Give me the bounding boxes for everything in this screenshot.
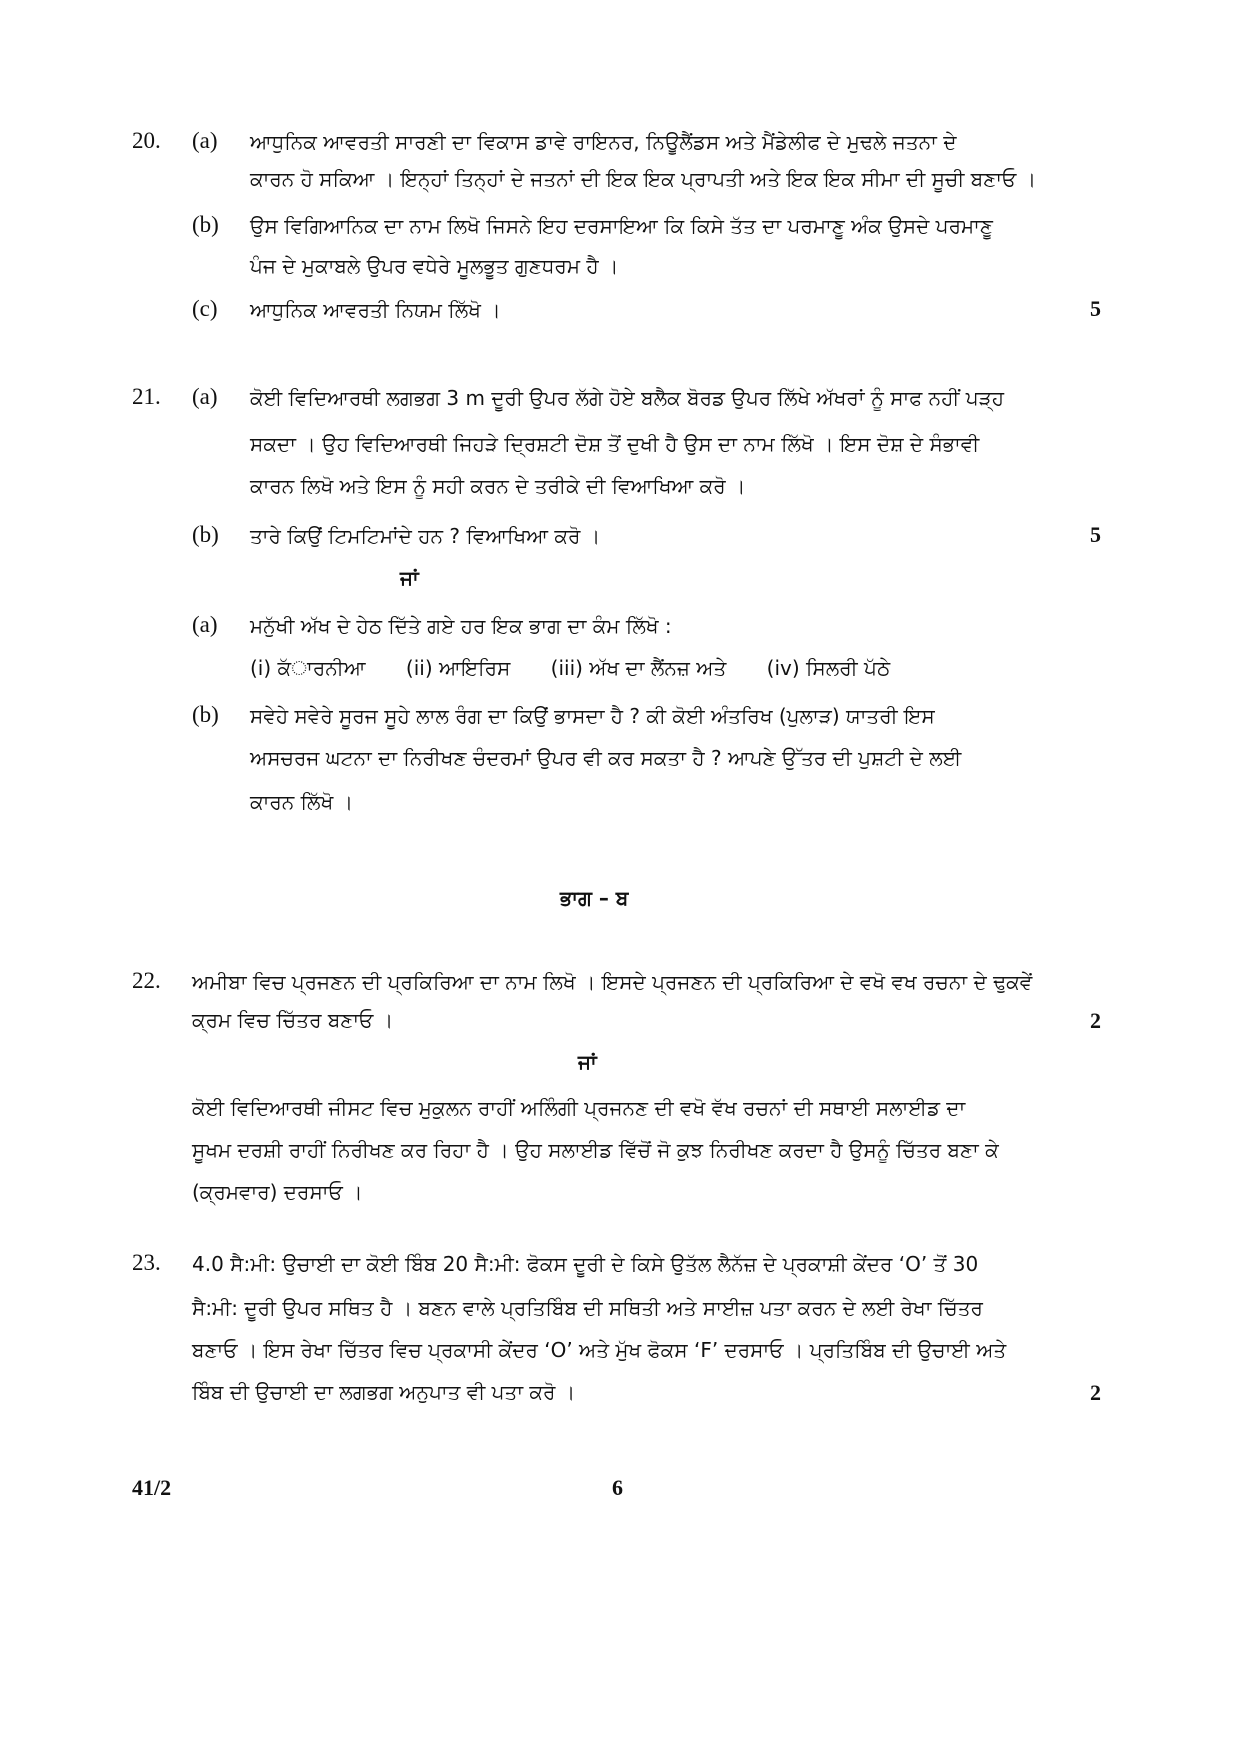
q21-alt-a-label: (a) bbox=[192, 612, 218, 637]
q22-marks: 2 bbox=[1090, 1008, 1101, 1033]
q21-a-line3: ਕਾਰਨ ਲਿਖੋ ਅਤੇ ਇਸ ਨੂੰ ਸਹੀ ਕਰਨ ਦੇ ਤਰੀਕੇ ਦੀ ਵਿਆਖਿਆ ਕਰੋ । bbox=[250, 474, 746, 498]
q20-b-line1: ਉਸ ਵਿਗਿਆਨਿਕ ਦਾ ਨਾਮ ਲਿਖੋ ਜਿਸਨੇ ਇਹ ਦਰਸਾਇਆ ਕਿ ਕਿਸੇ ਤੱਤ ਦਾ ਪਰਮਾਣੂ ਅੰਕ ਉਸਦੇ ਪਰਮਾਣੂ bbox=[250, 214, 993, 238]
q21-marks: 5 bbox=[1090, 522, 1101, 547]
q21-eye-parts-list bbox=[250, 656, 924, 680]
q20-c-label: (c) bbox=[192, 296, 218, 321]
q21-alt-b-line3: ਕਾਰਨ ਲਿੱਖੋ । bbox=[250, 790, 354, 814]
q22-alt-line1: ਕੋਈ ਵਿਦਿਆਰਥੀ ਜੀਸਟ ਵਿਚ ਮੁਕੁਲਨ ਰਾਹੀਂ ਅਲਿੰਗੀ ਪ੍ਰਜਨਣ ਦੀ ਵਖੋ ਵੱਖ ਰਚਨਾਂ ਦੀ ਸਥਾਈ ਸਲਾਈਡ ਦਾ bbox=[192, 1096, 966, 1120]
q22-alt-line2: ਸੂਖਮ ਦਰਸ਼ੀ ਰਾਹੀਂ ਨਿਰੀਖਣ ਕਰ ਰਿਹਾ ਹੈ । ਉਹ ਸਲਾਈਡ ਵਿੱਚੋਂ ਜੋ ਕੁਝ ਨਿਰੀਖਣ ਕਰਦਾ ਹੈ ਉਸਨੂੰ ਚਿੱਤਰ ਬਣਾ ਕੇ bbox=[192, 1138, 999, 1162]
section-title: ਭਾਗ – ਬ bbox=[560, 886, 629, 910]
q23-marks: 2 bbox=[1090, 1380, 1101, 1405]
option-cornea: (i) ਕੱਾਰਨੀਆ bbox=[250, 656, 366, 680]
q23-line4: ਬਿੰਬ ਦੀ ਉਚਾਈ ਦਾ ਲਗਭਗ ਅਨੁਪਾਤ ਵੀ ਪਤਾ ਕਰੋ । bbox=[192, 1380, 576, 1404]
option-iris: (ii) ਆਇਰਿਸ bbox=[405, 656, 511, 680]
q21-b-line1: ਤਾਰੇ ਕਿਉਂ ਟਿਮਟਿਮਾਂਦੇ ਹਨ ? ਵਿਆਖਿਆ ਕਰੋ । bbox=[250, 524, 601, 548]
q21-or-label: ਜਾਂ bbox=[400, 566, 419, 590]
q23-line1: 4.0 ਸੈ:ਮੀ: ਉਚਾਈ ਦਾ ਕੋਈ ਬਿੰਬ 20 ਸੈ:ਮੀ: ਫੋਕਸ ਦੂਰੀ ਦੇ ਕਿਸੇ ਉਤੱਲ ਲੈਨੱਜ਼ ਦੇ ਪ੍ਰਕਾਸ਼ੀ ਕੇਂਦਰ ‘O’ ਤੋਂ 30 bbox=[192, 1252, 979, 1276]
option-ciliary-muscles: (iv) ਸਿਲਰੀ ਪੱਠੇ bbox=[766, 656, 891, 680]
q21-alt-b-line1: ਸਵੇਹੇ ਸਵੇਰੇ ਸੂਰਜ ਸੂਹੇ ਲਾਲ ਰੰਗ ਦਾ ਕਿਉਂ ਭਾਸਦਾ ਹੈ ? ਕੀ ਕੋਈ ਅੰਤਰਿਖ (ਪੁਲਾੜ) ਯਾਤਰੀ ਇਸ bbox=[250, 704, 935, 728]
paper-code: 41/2 bbox=[132, 1475, 172, 1500]
q20-marks: 5 bbox=[1090, 296, 1101, 321]
q20-a-line2: ਕਾਰਨ ਹੋ ਸਕਿਆ । ਇਨ੍ਹਾਂ ਤਿਨ੍ਹਾਂ ਦੇ ਜਤਨਾਂ ਦੀ ਇਕ ਇਕ ਪ੍ਰਾਪਤੀ ਅਤੇ ਇਕ ਇਕ ਸੀਮਾ ਦੀ ਸੂਚੀ ਬਣਾਓ । bbox=[250, 167, 1037, 191]
q20-c-line1: ਆਧੁਨਿਕ ਆਵਰਤੀ ਨਿਯਮ ਲਿੱਖੋ । bbox=[250, 298, 501, 322]
q20-a-label: (a) bbox=[192, 128, 218, 153]
q21-b-label: (b) bbox=[192, 522, 219, 547]
q21-a-label: (a) bbox=[192, 384, 218, 409]
q20-number: 20. bbox=[132, 128, 161, 153]
q23-number: 23. bbox=[132, 1250, 161, 1275]
q23-line2: ਸੈ:ਮੀ: ਦੂਰੀ ਉਪਰ ਸਥਿਤ ਹੈ । ਬਣਨ ਵਾਲੇ ਪ੍ਰਤਿਬਿੰਬ ਦੀ ਸਥਿਤੀ ਅਤੇ ਸਾਈਜ਼ ਪਤਾ ਕਰਨ ਦੇ ਲਈ ਰੇਖਾ ਚਿੱਤਰ bbox=[192, 1296, 983, 1320]
q22-line2: ਕ੍ਰਮ ਵਿਚ ਚਿੱਤਰ ਬਣਾਓ । bbox=[192, 1008, 394, 1032]
q21-alt-a-line1: ਮਨੁੱਖੀ ਅੱਖ ਦੇ ਹੇਠ ਦਿੱਤੇ ਗਏ ਹਰ ਇਕ ਭਾਗ ਦਾ ਕੰਮ ਲਿੱਖੋ : bbox=[250, 614, 672, 638]
q21-alt-b-label: (b) bbox=[192, 702, 219, 727]
q22-line1: ਅਮੀਬਾ ਵਿਚ ਪ੍ਰਜਣਨ ਦੀ ਪ੍ਰਕਿਰਿਆ ਦਾ ਨਾਮ ਲਿਖੋ । ਇਸਦੇ ਪ੍ਰਜਣਨ ਦੀ ਪ੍ਰਕਿਰਿਆ ਦੇ ਵਖੋ ਵਖ ਰਚਨਾ ਦੇ ਢੁਕਵੇਂ bbox=[192, 970, 1033, 994]
q23-line3: ਬਣਾਓ । ਇਸ ਰੇਖਾ ਚਿੱਤਰ ਵਿਚ ਪ੍ਰਕਾਸੀ ਕੇਂਦਰ ‘O’ ਅਤੇ ਮੁੱਖ ਫੋਕਸ ‘F’ ਦਰਸਾਓ । ਪ੍ਰਤਿਬਿੰਬ ਦੀ ਉਚਾਈ ਅਤੇ bbox=[192, 1338, 1007, 1362]
page-number: 6 bbox=[612, 1475, 623, 1500]
q22-or-label: ਜਾਂ bbox=[578, 1050, 597, 1074]
option-eye-lens: (iii) ਅੱਖ ਦਾ ਲੈਂਨਜ਼ ਅਤੇ bbox=[550, 656, 727, 680]
q20-b-line2: ਪੰਜ ਦੇ ਮੁਕਾਬਲੇ ਉਪਰ ਵਧੇਰੇ ਮੂਲਭੂਤ ਗੁਣਧਰਮ ਹੈ । bbox=[250, 254, 619, 278]
q21-a-line1: ਕੋਈ ਵਿਦਿਆਰਥੀ ਲਗਭਗ 3 m ਦੂਰੀ ਉਪਰ ਲੱਗੇ ਹੋਏ ਬਲੈਕ ਬੋਰਡ ਉਪਰ ਲਿੱਖੇ ਅੱਖਰਾਂ ਨੂੰ ਸਾਫ ਨਹੀਂ ਪੜ੍ਹ bbox=[250, 386, 1005, 410]
q20-b-label: (b) bbox=[192, 212, 219, 237]
q20-a-line1: ਆਧੁਨਿਕ ਆਵਰਤੀ ਸਾਰਣੀ ਦਾ ਵਿਕਾਸ ਡਾਵੇ ਰਾਇਨਰ, ਨਿਊਲੈਂਡਸ ਅਤੇ ਮੈਂਡੇਲੀਫ ਦੇ ਮੁਢਲੇ ਜਤਨਾ ਦੇ bbox=[250, 130, 957, 154]
q22-number: 22. bbox=[132, 968, 161, 993]
q21-number: 21. bbox=[132, 384, 161, 409]
q21-alt-b-line2: ਅਸਚਰਜ ਘਟਨਾ ਦਾ ਨਿਰੀਖਣ ਚੰਦਰਮਾਂ ਉਪਰ ਵੀ ਕਰ ਸਕਤਾ ਹੈ ? ਆਪਣੇ ਉੱਤਰ ਦੀ ਪੁਸ਼ਟੀ ਦੇ ਲਈ bbox=[250, 746, 962, 770]
q22-alt-line3: (ਕ੍ਰਮਵਾਰ) ਦਰਸਾਓ । bbox=[192, 1180, 363, 1204]
q21-a-line2: ਸਕਦਾ । ਉਹ ਵਿਦਿਆਰਥੀ ਜਿਹੜੇ ਦ੍ਰਿਸ਼ਟੀ ਦੋਸ਼ ਤੋਂ ਦੁਖੀ ਹੈ ਉਸ ਦਾ ਨਾਮ ਲਿੱਖੋ । ਇਸ ਦੋਸ਼ ਦੇ ਸੰਭਾਵੀ bbox=[250, 432, 980, 456]
